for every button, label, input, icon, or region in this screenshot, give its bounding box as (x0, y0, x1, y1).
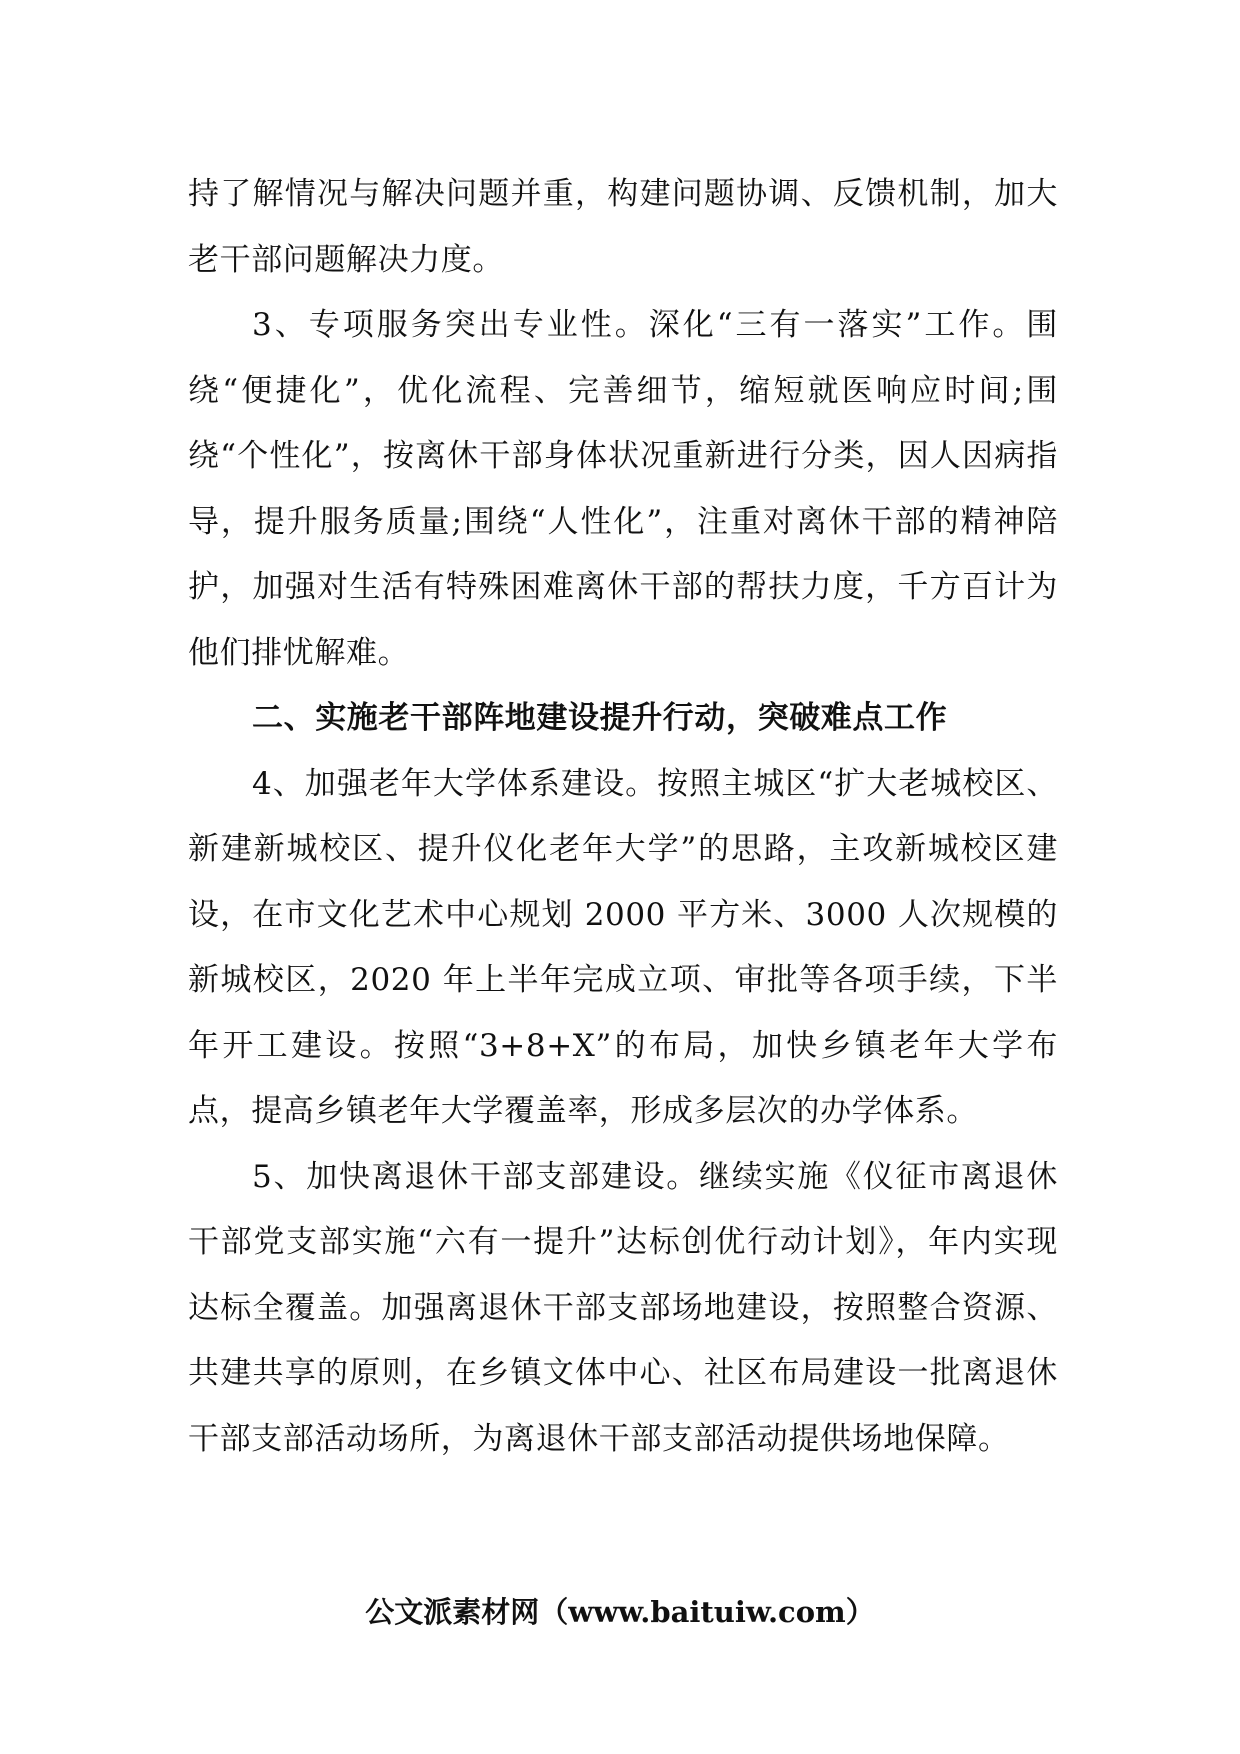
footer-watermark: 公文派素材网（www.baituiw.com） (365, 1595, 875, 1629)
paragraph-item-4: 4、加强老年大学体系建设。按照主城区“扩大老城校区、新建新城校区、提升仪化老年大学”的思路，主攻新城校区建设，在市文化艺术中心规划 2000 平方米、3000 人次规模的新城校区，2020 年上半年完成立项、审批等各项手续，下半年开工建设。按照“3+8+X”的布局，加快乡镇老年大学布点，提高乡镇老年大学覆盖率，形成多层次的办学体系。 (188, 765, 1058, 1129)
paragraph-item-5: 5、加快离退休干部支部建设。继续实施《仪征市离退休干部党支部实施“六有一提升”达标创优行动计划》，年内实现达标全覆盖。加强离退休干部支部场地建设，按照整合资源、共建共享的原则，在乡镇文体中心、社区布局建设一批离退休干部支部活动场所，为离退休干部支部活动提供场地保障。 (188, 1158, 1058, 1457)
document-body (188, 162, 1058, 1472)
paragraph-continued: 持了解情况与解决问题并重，构建问题协调、反馈机制，加大老干部问题解决力度。 (188, 176, 1058, 278)
paragraph-item-3: 3、专项服务突出专业性。深化“三有一落实”工作。围绕“便捷化”，优化流程、完善细节，缩短就医响应时间;围绕“个性化”，按离休干部身体状况重新进行分类，因人因病指导，提升服务质量;围绕“人性化”，注重对离休干部的精神陪护，加强对生活有特殊困难离休干部的帮扶力度，千方百计为他们排忧解难。 (188, 307, 1058, 671)
section-heading-2: 二、实施老干部阵地建设提升行动，突破难点工作 (252, 700, 948, 736)
